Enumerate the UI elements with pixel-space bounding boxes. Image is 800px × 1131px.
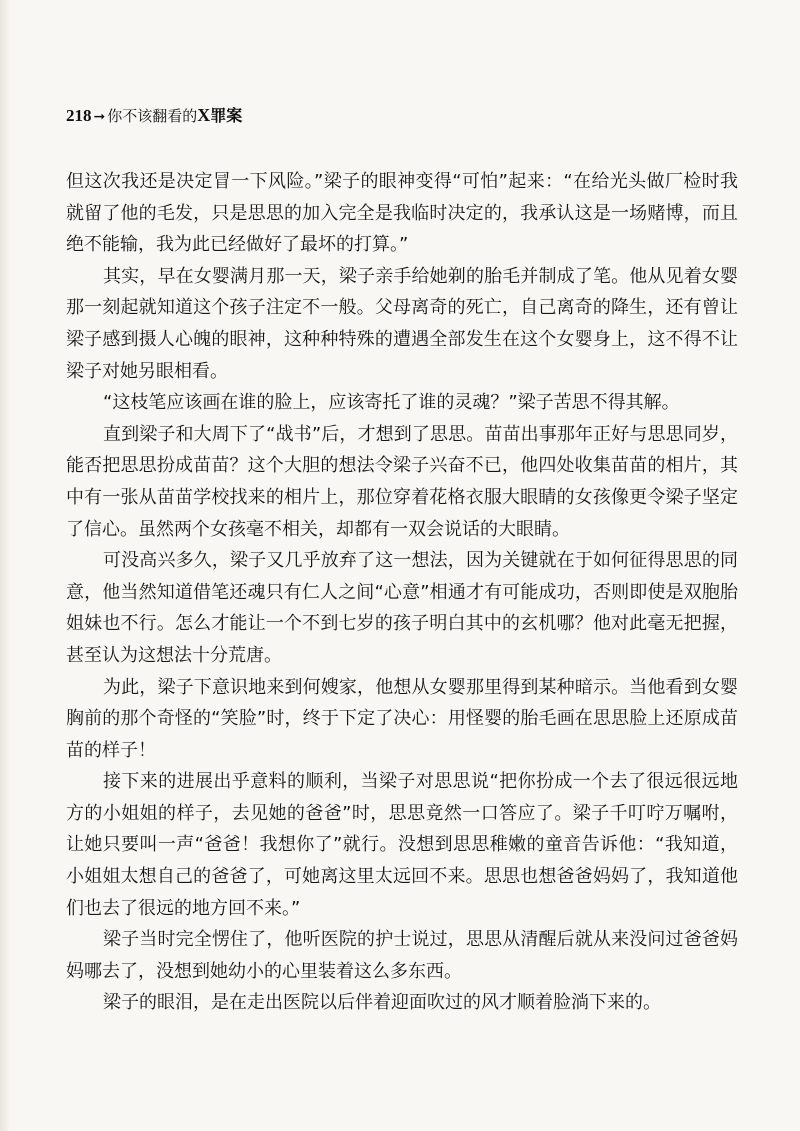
- book-title-prefix: 你不该翻看的: [107, 107, 198, 125]
- paragraph: 接下来的进展出乎意料的顺利，当梁子对思思说“把你扮成一个去了很远很远地方的小姐姐的样子，去见她的爸爸”时，思思竟然一口答应了。梁子千叮咛万嘱咐，让她只要叫一声“爸爸！我想你了”就行。没想到思思稚嫩的童音告诉他：“我知道，小姐姐太想自己的爸爸了，可她离这里太远回不来。思思也想爸爸妈妈了，我知道他们也去了很远的地方回不来。”: [66, 771, 738, 919]
- arrow-icon: ➞: [93, 109, 106, 125]
- paragraph: 梁子当时完全愣住了，他听医院的护士说过，思思从清醒后就从来没问过爸爸妈妈哪去了，没想到她幼小的心里装着这么多东西。: [66, 929, 738, 982]
- body-text: [66, 166, 738, 1019]
- running-header: [66, 103, 242, 126]
- paragraph: “这枝笔应该画在谁的脸上，应该寄托了谁的灵魂？”梁子苦思不得其解。: [103, 392, 680, 414]
- paragraph: 但这次我还是决定冒一下风险。”梁子的眼神变得“可怕”起来：“在给光头做厂检时我就留了他的毛发，只是思思的加入完全是我临时决定的，我承认这是一场赌博，而且绝不能输，我为此已经做好了最坏的打算。”: [66, 171, 738, 256]
- paragraph: 其实，早在女婴满月那一天，梁子亲手给她剃的胎毛并制成了笔。他从见着女婴那一刻起就知道这个孩子注定不一般。父母离奇的死亡，自己离奇的降生，还有曾让梁子感到摄人心魄的眼神，这种种特殊的遭遇全部发生在这个女婴身上，这不得不让梁子对她另眼相看。: [66, 265, 738, 382]
- book-title-suffix: 罪案: [210, 106, 243, 125]
- paragraph: 梁子的眼泪，是在走出医院以后伴着迎面吹过的风才顺着脸淌下来的。: [103, 992, 661, 1014]
- paragraph: 为此，梁子下意识地来到何嫂家，他想从女婴那里得到某种暗示。当他看到女婴胸前的那个奇怪的“笑脸”时，终于下定了决心：用怪婴的胎毛画在思思脸上还原成苗苗的样子！: [66, 676, 738, 761]
- paragraph: 直到梁子和大周下了“战书”后，才想到了思思。苗苗出事那年正好与思思同岁，能否把思思扮成苗苗？这个大胆的想法令梁子兴奋不已，他四处收集苗苗的相片，其中有一张从苗苗学校找来的相片上，那位穿着花格衣服大眼睛的女孩像更令梁子坚定了信心。虽然两个女孩毫不相关，却都有一双会说话的大眼睛。: [66, 423, 738, 540]
- page-number: 218: [66, 106, 92, 125]
- paragraph: 可没高兴多久，梁子又几乎放弃了这一想法，因为关键就在于如何征得思思的同意，他当然知道借笔还魂只有仁人之间“心意”相通才有可能成功，否则即使是双胞胎姐妹也不行。怎么才能让一个不到七岁的孩子明白其中的玄机哪？他对此毫无把握，甚至认为这想法十分荒唐。: [66, 550, 738, 666]
- book-title-x: X: [197, 105, 211, 125]
- page-edge-shadow: [0, 0, 10, 1131]
